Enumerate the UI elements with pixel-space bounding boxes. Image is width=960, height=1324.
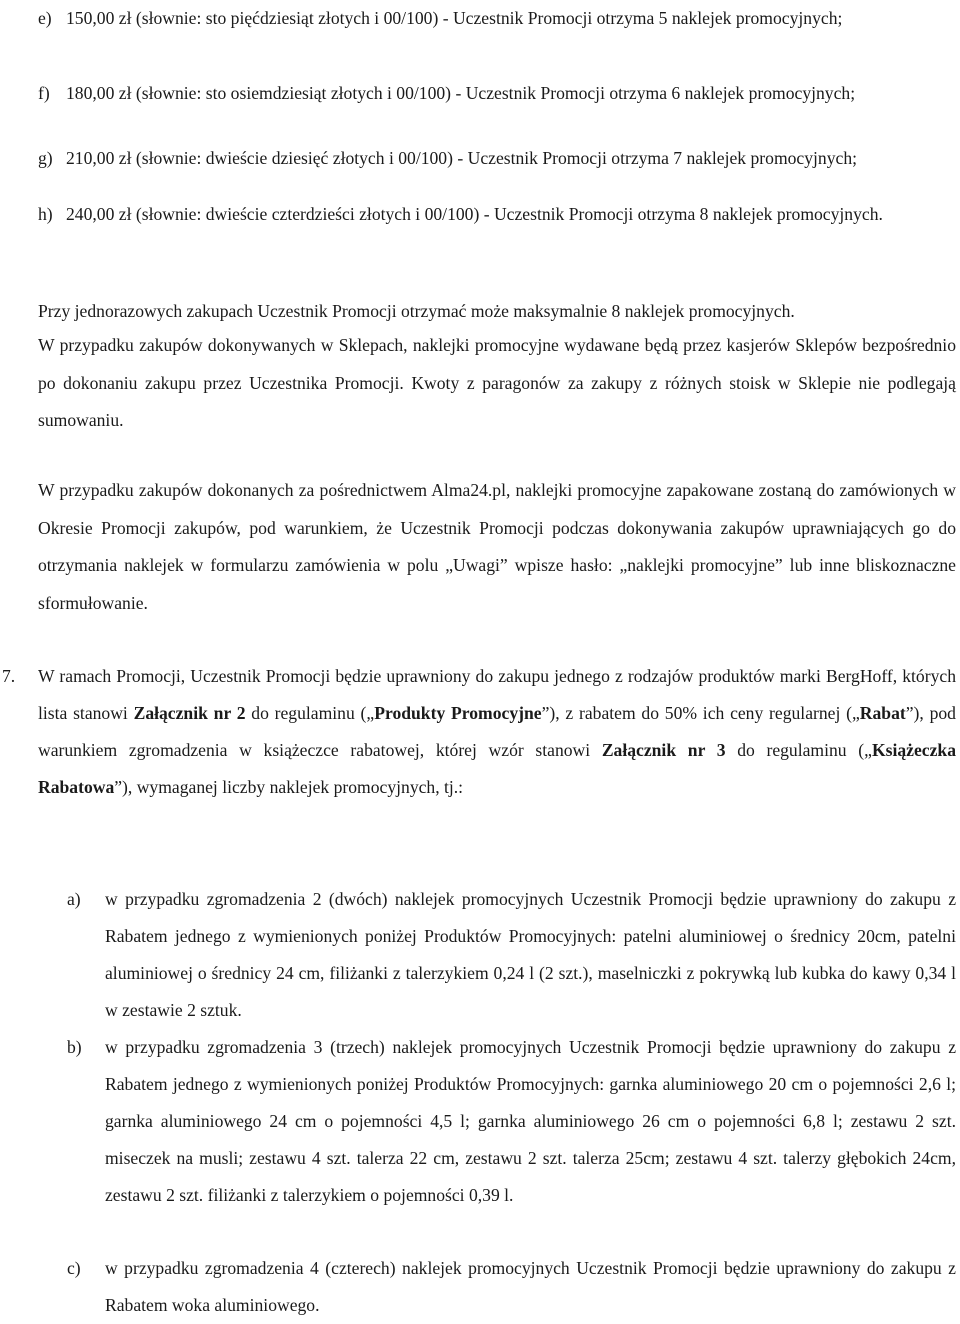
list-marker: f) (38, 83, 50, 103)
list-item-e (38, 0, 956, 38)
text-run: do regulaminu („ (725, 740, 872, 760)
defined-term-discount: Rabat (859, 703, 906, 723)
list-item-a (67, 881, 956, 1029)
section-7 (2, 658, 956, 806)
list-marker: g) (38, 148, 53, 168)
section-number: 7. (2, 666, 16, 686)
defined-term-booklet: Książeczka Rabatowa (38, 740, 956, 797)
list-item-text: w przypadku zgromadzenia 2 (dwóch) naklejek promocyjnych Uczestnik Promocji będzie uprawniony do zakupu z Rabatem jednego z wymienionych poniżej Produktów Promocyjnych: patelni aluminiowej o średnicy 20cm, patelni aluminiowej o średnicy 24 cm, filiżanki z talerzykiem 0,24 l (2 szt.), maselniczki z pokrywką lub kubka do kawy 0,34 l w zestawie 2 sztuk. (105, 889, 956, 1020)
attachment-2-ref: Załącznik nr 2 (133, 703, 246, 723)
text-run: ”), wymaganej liczby naklejek promocyjnych, tj.: (114, 777, 464, 797)
list-item-b (67, 1029, 956, 1214)
section-7-text (2, 658, 956, 806)
paragraph-online: W przypadku zakupów dokonanych za pośrednictwem Alma24.pl, naklejki promocyjne zapakowane zostaną do zamówionych w Okresie Promocji zakupów, pod warunkiem, że Uczestnik Promocji podczas dokonywania zakupów uprawniających go do otrzymania naklejek w formularzu zamówienia w polu „Uwagi” wpisze hasło: „naklejki promocyjne” lub inne bliskoznaczne sformułowanie. (38, 480, 956, 613)
list-item-f (38, 75, 956, 113)
list-item-h (38, 196, 956, 234)
list-item-text: 210,00 zł (słownie: dwieście dziesięć złotych i 00/100) - Uczestnik Promocji otrzyma 7 naklejek promocyjnych; (66, 148, 858, 168)
paragraph-shops: W przypadku zakupów dokonywanych w Sklepach, naklejki promocyjne wydawane będą przez kasjerów Sklepów bezpośrednio po dokonaniu zakupu przez Uczestnika Promocji. Kwoty z paragonów za zakupy z różnych stoisk w Sklepie nie podlegają sumowaniu. (38, 335, 956, 430)
list-marker: a) (67, 889, 81, 909)
list-item-g (38, 140, 956, 178)
list-item-c (67, 1250, 956, 1324)
text-run: do regulaminu („ (245, 703, 375, 723)
text-run: ”), z rabatem do 50% ich ceny regularnej („ (541, 703, 860, 723)
list-marker: e) (38, 8, 52, 28)
list-marker: h) (38, 204, 53, 224)
list-item-text: 240,00 zł (słownie: dwieście czterdzieści złotych i 00/100) - Uczestnik Promocji otrzyma 8 naklejek promocyjnych. (66, 204, 883, 224)
text-run: ”), pod warunkiem zgromadzenia w książeczce rabatowej, której wzór stanowi (38, 703, 956, 760)
attachment-3-ref: Załącznik nr 3 (601, 740, 726, 760)
defined-term-products: Produkty Promocyjne (374, 703, 542, 723)
list-item-text: w przypadku zgromadzenia 3 (trzech) naklejek promocyjnych Uczestnik Promocji będzie uprawniony do zakupu z Rabatem jednego z wymienionych poniżej Produktów Promocyjnych: garnka aluminiowego 20 cm o pojemności 2,6 l; garnka aluminiowego 24 cm o pojemności 4,5 l; garnka aluminiowego 26 cm o pojemności 6,8 l; zestawu 2 szt. miseczek na musli; zestawu 4 szt. talerza 22 cm, zestawu 2 szt. talerza 25cm; zestawu 4 szt. talerzy głębokich 24cm, zestawu 2 szt. filiżanki z talerzykiem o pojemności 0,39 l. (105, 1037, 956, 1205)
list-item-text: 150,00 zł (słownie: sto pięćdziesiąt złotych i 00/100) - Uczestnik Promocji otrzyma 5 naklejek promocyjnych; (66, 8, 843, 28)
list-item-text: w przypadku zgromadzenia 4 (czterech) naklejek promocyjnych Uczestnik Promocji będzie uprawniony do zakupu z Rabatem woka aluminiowego. (105, 1258, 956, 1315)
text-run: W ramach Promocji, Uczestnik Promocji będzie uprawniony do zakupu jednego z rodzajów produktów marki BergHoff, których lista stanowi (38, 666, 956, 723)
list-marker: c) (67, 1258, 81, 1278)
list-item-text: 180,00 zł (słownie: sto osiemdziesiąt złotych i 00/100) - Uczestnik Promocji otrzyma 6 naklejek promocyjnych; (66, 83, 856, 103)
list-marker: b) (67, 1037, 82, 1057)
paragraph-max-stickers: Przy jednorazowych zakupach Uczestnik Promocji otrzymać może maksymalnie 8 naklejek promocyjnych. (38, 301, 795, 321)
